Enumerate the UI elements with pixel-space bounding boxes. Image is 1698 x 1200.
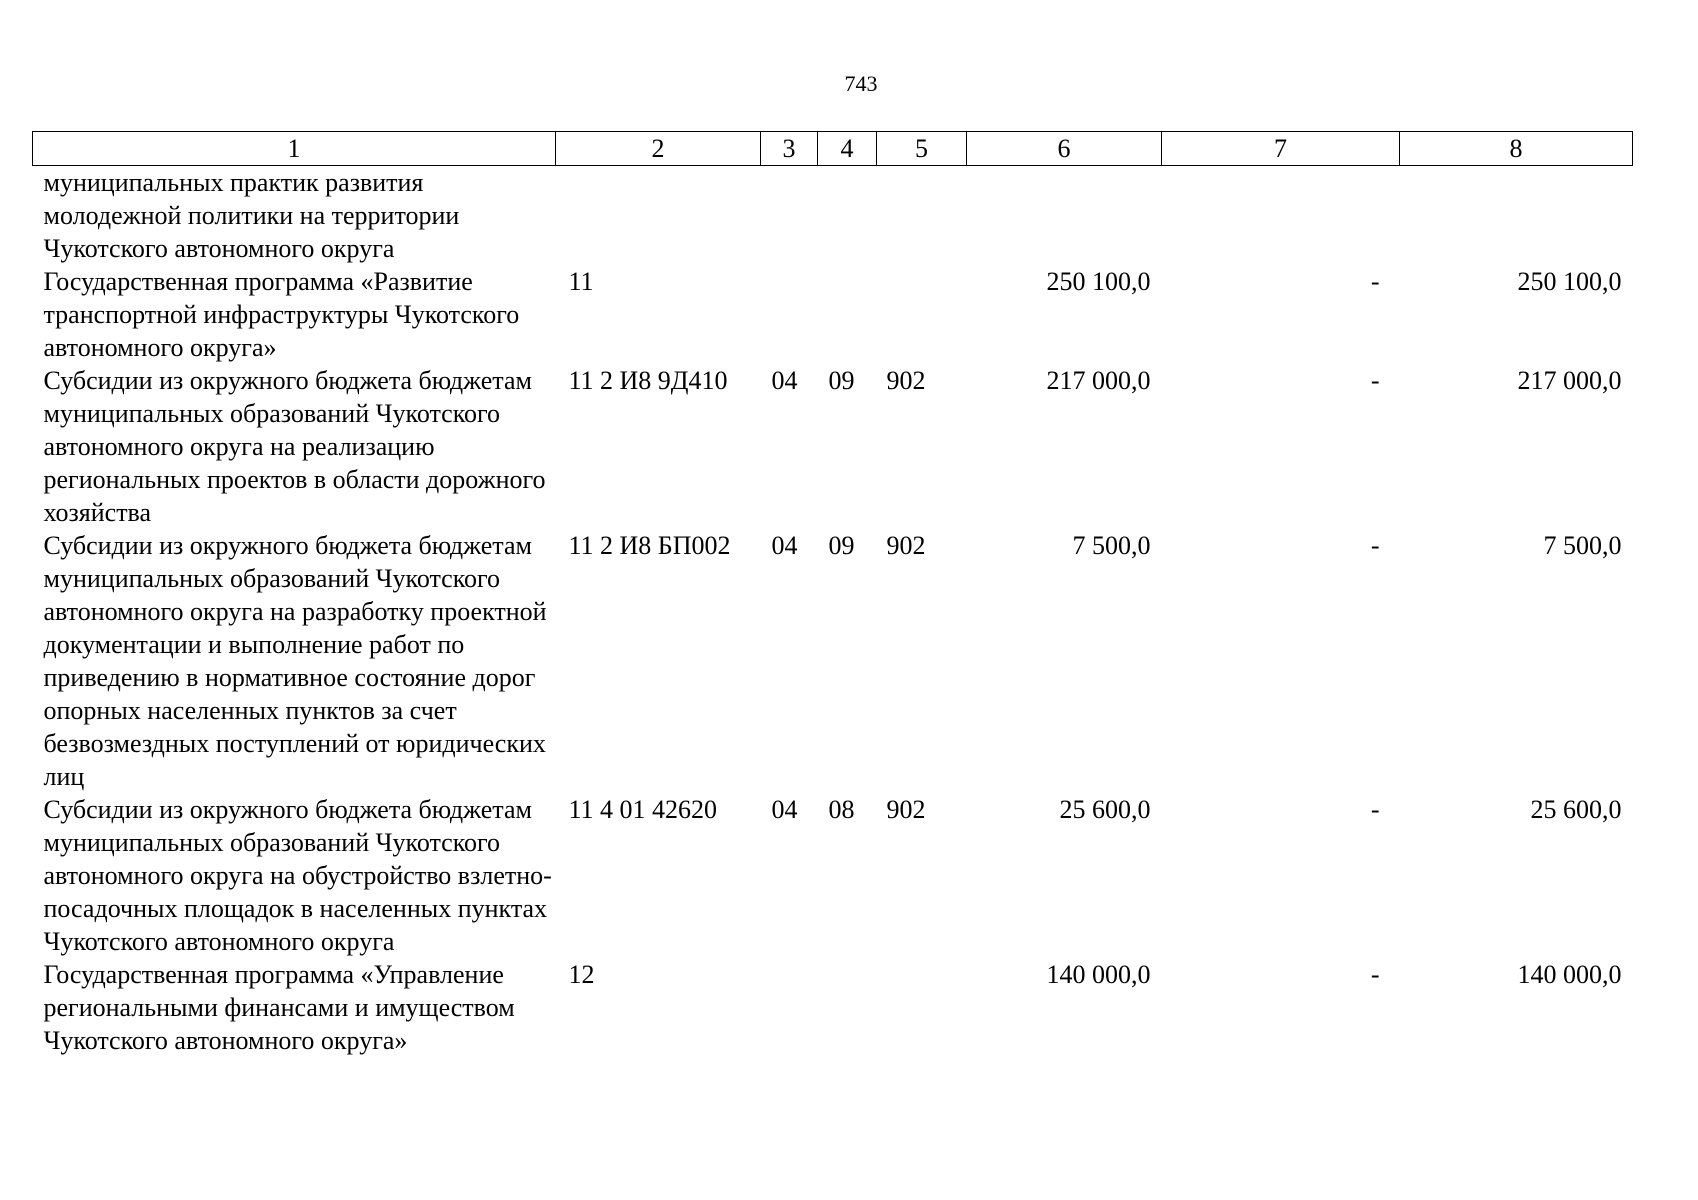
- table-row: [33, 529, 1633, 793]
- table-row: [33, 364, 1633, 529]
- row-subsection: [818, 958, 877, 1057]
- row-change: [1162, 166, 1400, 266]
- row-section: 04: [771, 795, 798, 824]
- row-subsection: [818, 265, 877, 364]
- row-total: 250 100,0: [1517, 267, 1622, 296]
- row-total: 217 000,0: [1517, 366, 1622, 395]
- row-name: Субсидии из окружного бюджета бюджетам муниципальных образований Чукотского автономного округа на обустройство взлетно-посадочных площадок в населенных пунктах Чукотского автономного округа: [43, 795, 552, 956]
- row-total: 140 000,0: [1517, 960, 1622, 989]
- row-total: 7 500,0: [1543, 531, 1622, 560]
- row-amount: 7 500,0: [1072, 531, 1151, 560]
- table-header: [33, 132, 1633, 166]
- table-row: [33, 265, 1633, 364]
- row-code: 11 4 01 42620: [568, 795, 718, 824]
- row-section: [761, 265, 818, 364]
- page-number: 743: [844, 71, 878, 96]
- row-code: 12: [568, 960, 595, 989]
- header-col-4: 4: [818, 132, 877, 166]
- row-total: 25 600,0: [1530, 795, 1622, 824]
- row-grbs: [877, 265, 967, 364]
- table-row: [33, 958, 1633, 1057]
- row-subsection: 09: [828, 366, 855, 395]
- row-name: муниципальных практик развития молодежной политики на территории Чукотского автономного округа: [43, 168, 460, 263]
- row-amount: 140 000,0: [1046, 960, 1151, 989]
- header-col-8: 8: [1400, 132, 1633, 166]
- row-amount: 250 100,0: [1046, 267, 1151, 296]
- row-section: 04: [771, 531, 798, 560]
- header-col-3: 3: [761, 132, 818, 166]
- header-col-7: 7: [1162, 132, 1400, 166]
- row-subsection: 08: [828, 795, 855, 824]
- table-row: [33, 793, 1633, 958]
- row-name: Государственная программа «Развитие транспортной инфраструктуры Чукотского автономного округа»: [43, 267, 520, 362]
- row-name: Субсидии из окружного бюджета бюджетам муниципальных образований Чукотского автономного округа на реализацию региональных проектов в области дорожного хозяйства: [43, 366, 546, 527]
- header-col-5: 5: [877, 132, 967, 166]
- table-row: [33, 166, 1633, 266]
- header-col-6: 6: [967, 132, 1162, 166]
- row-amount: [967, 166, 1162, 266]
- row-total: [1400, 166, 1633, 266]
- row-name: Субсидии из окружного бюджета бюджетам муниципальных образований Чукотского автономного округа на разработку проектной документации и выполнение работ по приведению в нормативное состояние дорог опорных населенных пунктов за счет безвозмездных поступлений от юридических лиц: [43, 531, 547, 791]
- row-grbs: 902: [886, 366, 926, 395]
- row-change: -: [1370, 531, 1380, 560]
- row-section: 04: [771, 366, 798, 395]
- row-change: -: [1370, 366, 1380, 395]
- row-code: [556, 166, 761, 266]
- row-section: [761, 166, 818, 266]
- budget-table: [32, 131, 1633, 1057]
- row-change: -: [1370, 267, 1380, 296]
- row-grbs: 902: [886, 531, 926, 560]
- row-subsection: [818, 166, 877, 266]
- row-grbs: [877, 166, 967, 266]
- row-name: Государственная программа «Управление региональными финансами и имуществом Чукотского автономного округа»: [43, 960, 515, 1055]
- row-amount: 217 000,0: [1046, 366, 1151, 395]
- row-subsection: 09: [828, 531, 855, 560]
- header-col-1: 1: [33, 132, 556, 166]
- header-row: [33, 132, 1633, 166]
- row-code: 11: [568, 267, 594, 296]
- row-grbs: 902: [886, 795, 926, 824]
- row-amount: 25 600,0: [1059, 795, 1151, 824]
- row-grbs: [877, 958, 967, 1057]
- row-code: 11 2 И8 БП002: [568, 531, 731, 560]
- row-change: -: [1370, 795, 1380, 824]
- row-section: [761, 958, 818, 1057]
- row-change: -: [1370, 960, 1380, 989]
- header-col-2: 2: [556, 132, 761, 166]
- table-body: [33, 166, 1633, 1058]
- row-code: 11 2 И8 9Д410: [568, 366, 728, 395]
